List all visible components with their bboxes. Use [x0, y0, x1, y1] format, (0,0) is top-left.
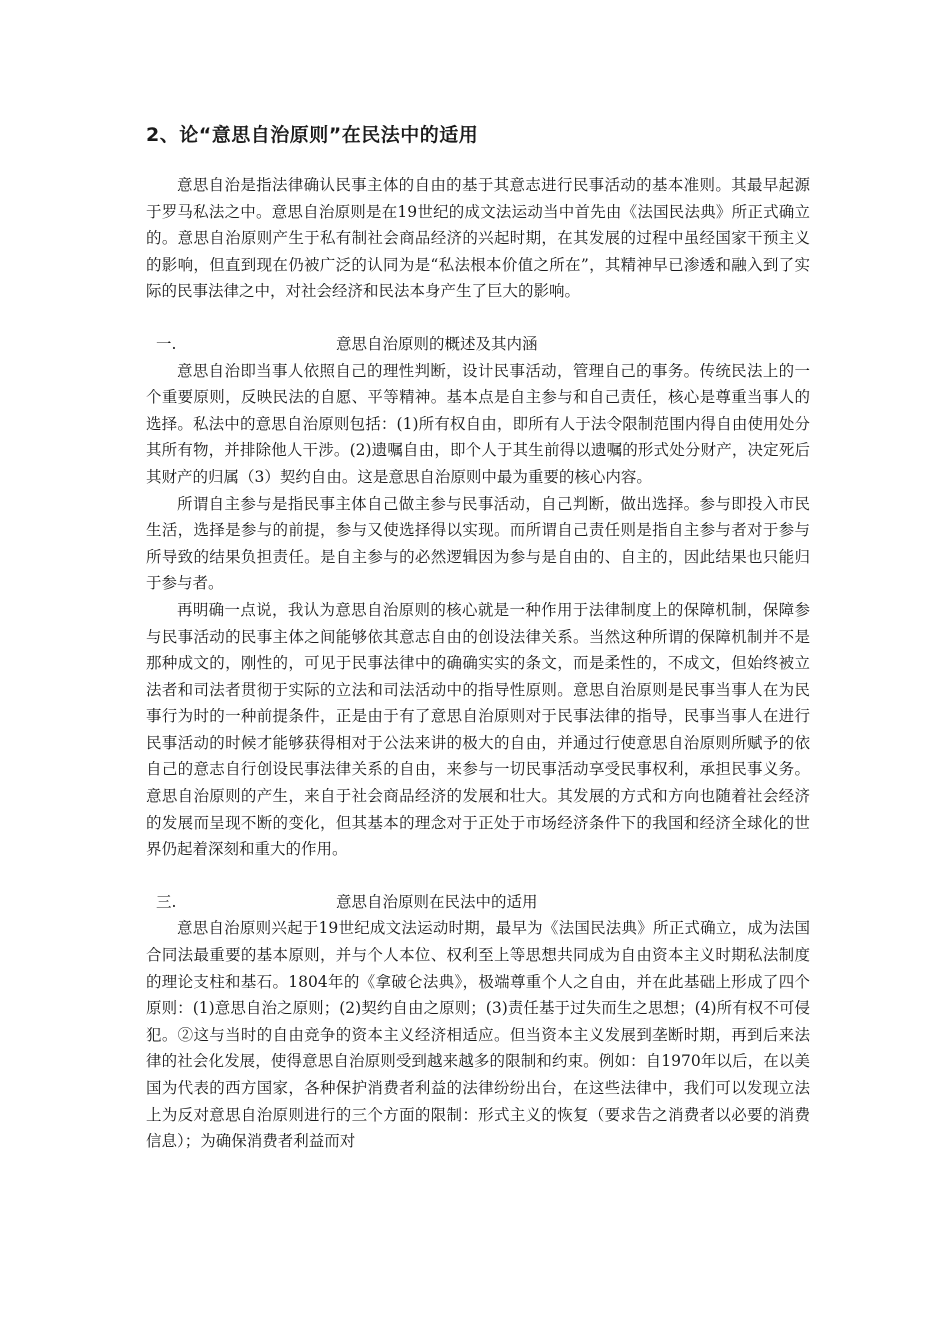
section-spacer	[146, 863, 810, 889]
document-title: 2、论“意思自治原则”在民法中的适用	[146, 124, 479, 146]
section-1-number: 一.	[156, 334, 177, 353]
section-1-paragraph: 所谓自主参与是指民事主体自己做主参与民事活动，自己判断，做出选择。参与即投入市民生活，选择是参与的前提，参与又使选择得以实现。而所谓自己责任则是指自主参与者对于参与所导致的结果负担责任。是自主参与的必然逻辑因为参与是自由的、自主的，因此结果也只能归于参与者。	[146, 494, 810, 593]
section-3-title: 意思自治原则在民法中的适用	[336, 892, 538, 911]
section-3-paragraph: 意思自治原则兴起于19世纪成文法运动时期，最早为《法国民法典》所正式确立，成为法国合同法最重要的基本原则，并与个人本位、权利至上等思想共同成为自由资本主义时期私法制度的理论支柱和基石。1804年的《拿破仑法典》，极端尊重个人之自由，并在此基础上形成了四个原则：(1)意思自治之原则；(2)契约自由之原则；(3)责任基于过失而生之思想；(4)所有权不可侵犯。②这与当时的自由竞争的资本主义经济相适应。但当资本主义发展到垄断时期，再到后来法律的社会化发展，使得意思自治原则受到越来越多的限制和约束。例如：自1970年以后，在以美国为代表的西方国家，各种保护消费者利益的法律纷纷出台，在这些法律中，我们可以发现立法上为反对意思自治原则进行的三个方面的限制：形式主义的恢复（要求告之消费者以必要的消费信息）；为确保消费者利益而对	[146, 919, 810, 1151]
intro-paragraph: 意思自治是指法律确认民事主体的自由的基于其意志进行民事活动的基本准则。其最早起源于罗马私法之中。意思自治原则是在19世纪的成文法运动当中首先由《法国民法典》所正式确立的。意思自治原则产生于私有制社会商品经济的兴起时期，在其发展的过程中虽经国家干预主义的影响，但直到现在仍被广泛的认同为是“私法根本价值之所在”，其精神早已渗透和融入到了实际的民事法律之中，对社会经济和民法本身产生了巨大的影响。	[146, 176, 810, 301]
section-3-heading	[146, 889, 810, 916]
section-1-title: 意思自治原则的概述及其内涵	[336, 334, 538, 353]
section-spacer	[146, 305, 810, 331]
section-1-heading	[146, 331, 810, 358]
section-1-paragraph: 再明确一点说，我认为意思自治原则的核心就是一种作用于法律制度上的保障机制，保障参与民事活动的民事主体之间能够依其意志自由的创设法律关系。当然这种所谓的保障机制并不是那种成文的，刚性的，可见于民事法律中的确确实实的条文，而是柔性的，不成文，但始终被立法者和司法者贯彻于实际的立法和司法活动中的指导性原则。意思自治原则是民事当事人在为民事行为时的一种前提条件，正是由于有了意思自治原则对于民事法律的指导，民事当事人在进行民事活动的时候才能够获得相对于公法来讲的极大的自由，并通过行使意思自治原则所赋予的依自己的意志自行创设民事法律关系的自由，来参与一切民事活动享受民事权利，承担民事义务。意思自治原则的产生，来自于社会商品经济的发展和壮大。其发展的方式和方向也随着社会经济的发展而呈现不断的变化，但其基本的理念对于正处于市场经济条件下的我国和经济全球化的世界仍起着深刻和重大的作用。	[146, 600, 810, 859]
document-page	[146, 120, 810, 1155]
section-1-paragraph: 意思自治即当事人依照自己的理性判断，设计民事活动，管理自己的事务。传统民法上的一个重要原则，反映民法的自愿、平等精神。基本点是自主参与和自己责任，核心是尊重当事人的选择。私法中的意思自治原则包括：(1)所有权自由，即所有人于法令限制范围内得自由使用处分其所有物，并排除他人干涉。(2)遗嘱自由，即个人于其生前得以遗嘱的形式处分财产，决定死后其财产的归属（3）契约自由。这是意思自治原则中最为重要的核心内容。	[146, 361, 810, 486]
section-3-number: 三.	[156, 892, 177, 911]
